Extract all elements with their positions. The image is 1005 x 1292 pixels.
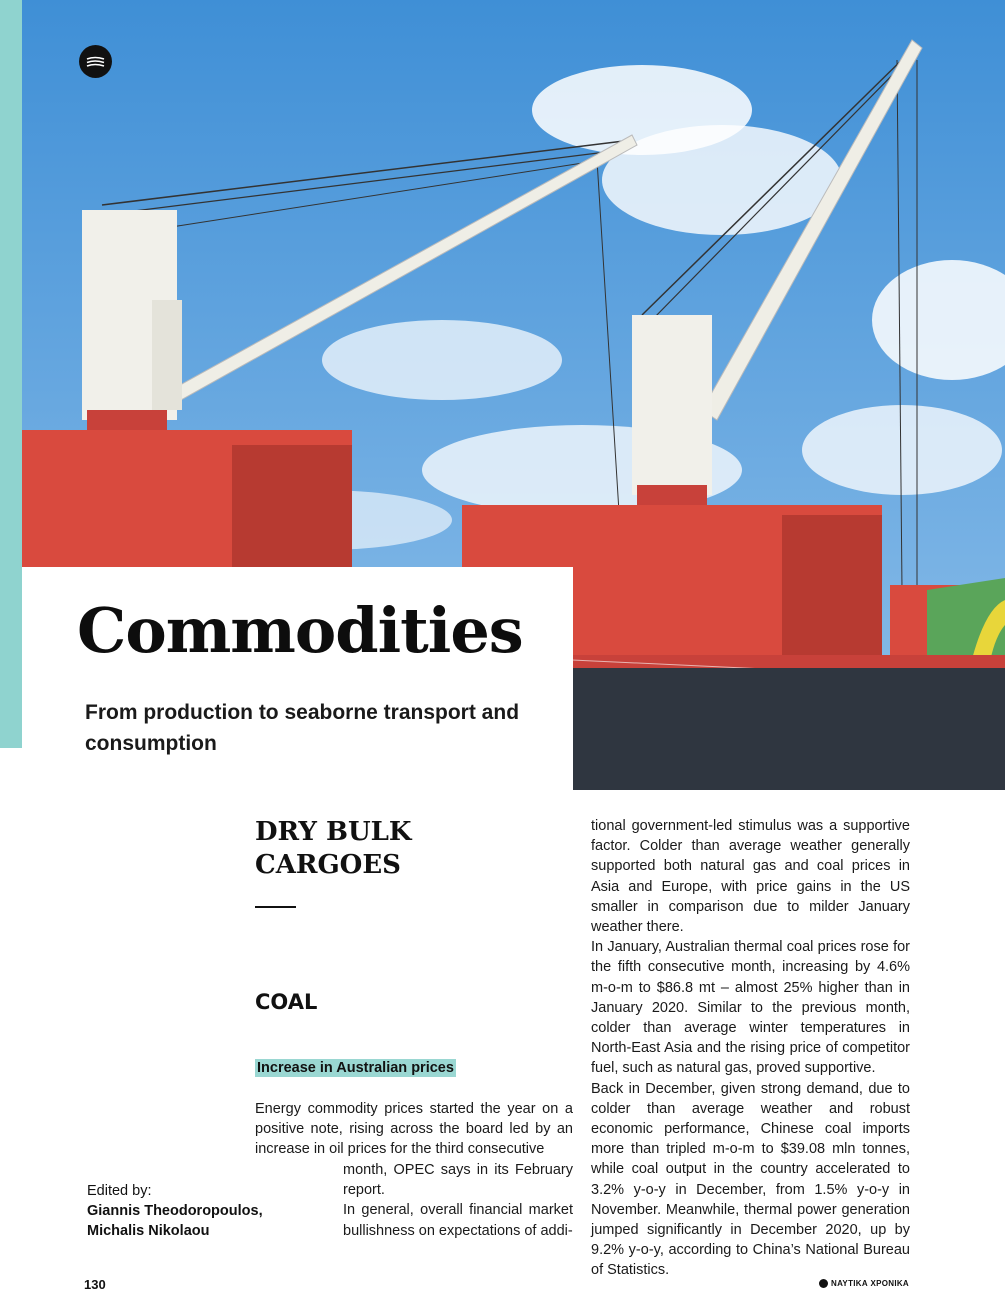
subsection-heading: COAL: [255, 990, 318, 1014]
page-subtitle: From production to seaborne transport and consumption: [85, 701, 520, 755]
editor-credit: [87, 1181, 263, 1241]
body-paragraph: Back in December, given strong demand, due to colder than average weather and robust economic performance, Chinese coal imports more than tripled m-o-m to $39.08 mln tonnes, while coal output in the country accelerated to 3.2% y-o-y in December, from 1.5% y-o-y in November. Meanwhile, thermal power generation jumped significantly in December 2020, up by 9.2% y-o-y, according to China’s National Bureau of Statistics.: [591, 1080, 910, 1279]
hull: [572, 668, 1005, 790]
body-column-2: [591, 816, 910, 1281]
page-title: Commodities: [77, 594, 523, 667]
body-paragraph: In January, Australian thermal coal prices rose for the fifth consecutive month, increasing by 4.6% m-o-m to $86.8 mt – almost 25% higher than in January 2020. Similar to the previous month, colder than average winter temperatures in North-East Asia and the rising price of competitor fuel, such as natural gas, proved supportive.: [591, 939, 910, 1077]
editor-label: Edited by:: [87, 1183, 152, 1199]
body-paragraph: tional government-led stimulus was a supportive factor. Colder than average weather generally supported both natural gas and coal prices in Asia and Europe, with price gains in the US smaller in comparison due to milder January weather there.: [591, 818, 910, 936]
body-column-1-continued: [343, 1160, 573, 1241]
editor-name: Giannis Theodoropoulos,: [87, 1203, 263, 1219]
section-divider: [255, 906, 296, 908]
magazine-logo-icon: [79, 45, 112, 78]
cloud: [602, 125, 842, 235]
body-paragraph: In general, overall financial market bullishness on expectations of addi-: [343, 1202, 573, 1239]
crane2-tower: [632, 315, 712, 495]
brand-name: ΝΑΥΤΙΚΑ ΧΡΟΝΙΚΑ: [831, 1279, 909, 1288]
hatch-cover-left-shade: [232, 445, 352, 580]
page-number: 130: [84, 1277, 106, 1292]
highlighted-subheading: Increase in Australian prices: [257, 1060, 454, 1076]
section-title: DRY BULK CARGOES: [255, 817, 412, 880]
cloud: [802, 405, 1002, 495]
brand-logo-icon: [819, 1279, 828, 1288]
editor-name: Michalis Nikolaou: [87, 1223, 210, 1239]
hatch-cover-right-shade: [782, 515, 882, 655]
teal-accent-strip: [0, 0, 22, 748]
crane1-cab: [152, 300, 182, 410]
body-column-1-intro: [255, 1099, 573, 1160]
body-paragraph: month, OPEC says in its February report.: [343, 1162, 573, 1199]
cloud: [322, 320, 562, 400]
body-paragraph: Energy commodity prices started the year on a positive note, rising across the board led by an increase in oil prices for the third consecutive: [255, 1101, 573, 1158]
footer-brand: [819, 1279, 909, 1288]
